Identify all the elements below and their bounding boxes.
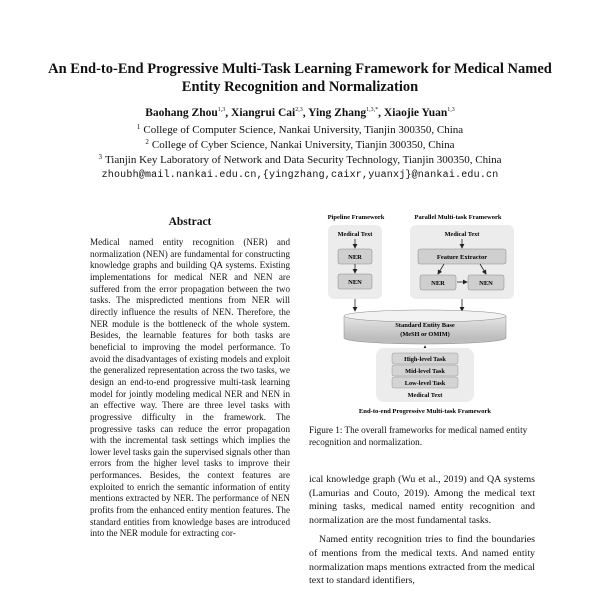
author-affiliation-marker: 2,3	[295, 107, 303, 113]
pipeline-ner-label: NER	[348, 254, 362, 261]
pipeline-medical-text: Medical Text	[337, 231, 373, 238]
abstract-text: Medical named entity recognition (NER) and normalization (NEN) are fundamental for constructing knowledge graphs and building QA systems. Existing implementations for medical NER and NEN are suffered from the error propagation between the two tasks. The mispredicted mentions from NER will directly influence the results of NEN. Therefore, the NER module is the bottleneck of the whole system. Besides, the learnable features for both tasks are beneficial to improving the model performance. To avoid the disadvantages of existing models and exploit the generalized representation across the two tasks, we design an end-to-end progressive multi-task learning model for jointly modeling medical NER and NEN in an effective way. There are three level tasks with progressive difficulty in the framework. The progressive tasks can reduce the error propagation with the incremental task settings which implies the lower level tasks gain the supervised signals other than errors from the higher level tasks to improve their performances. Besides, the context features are exploited to enrich the semantic information of entity mentions extracted by NER. The performance of NEN profits from the enhanced entity mention features. The standard entities from knowledge bases are introduced into the NER module for extracting cor-	[90, 237, 291, 539]
author-affiliation-marker: 1,3,*	[366, 107, 379, 113]
author-emails: zhoubh@mail.nankai.edu.cn,{yingzhang,caixr,yuanxj}@nankai.edu.cn	[101, 170, 499, 181]
pipeline-nen-label: NEN	[348, 279, 362, 286]
progressive-framework-title: End-to-end Progressive Multi-task Framework	[358, 408, 492, 415]
author-affiliation-marker: 1,3	[447, 107, 455, 113]
pipeline-framework-title: Pipeline Framework	[327, 214, 385, 221]
body-paragraph: Named entity recognition tries to find the boundaries of mentions from the medical texts. And named entity normalization maps mentions extracted from the medical text to standard identifiers,	[309, 534, 535, 587]
affiliation-2: $^2$ College of Cyber Science, Nankai University, Tianjin 300350, China	[145, 138, 455, 151]
author-list: Baohang Zhou$^{1,3}$, Xiangrui Cai$^{2,3}$, Ying Zhang$^{1,3,*}$, Xiaojie Yuan$^{1,3}$	[145, 107, 455, 119]
paper-title: An End-to-End Progressive Multi-Task Learning Framework for Medical Named Entity Recognition and Normalization	[48, 61, 552, 95]
kb-sources: (MeSH or OMIM)	[400, 331, 450, 338]
figure-caption: Figure 1: The overall frameworks for medical named entity recognition and normalization.	[309, 425, 528, 447]
feature-extractor-label: Feature Extractor	[436, 254, 488, 261]
parallel-nen-label: NEN	[479, 280, 493, 287]
body-paragraph: ical knowledge graph (Wu et al., 2019) and QA systems (Lamurias and Couto, 2019). Among the medical text mining tasks, medical named entity recognition and normalization are the most fundamental tasks.	[309, 474, 535, 526]
kb-name: Standard Entity Base	[395, 322, 455, 329]
author-name: Xiaojie Yuan	[383, 107, 448, 119]
parallel-framework-title: Parallel Multi-task Framework	[414, 214, 502, 221]
mid-level-task-label: Mid-level Task	[405, 368, 445, 375]
parallel-ner-label: NER	[431, 280, 445, 287]
author-name: Baohang Zhou	[145, 107, 218, 119]
right-column-text	[309, 473, 535, 594]
low-level-task-label: Low-level Task	[404, 380, 446, 387]
affiliation-3: $^3$ Tianjin Key Laboratory of Network and Data Security Technology, Tianjin 300350, China	[98, 153, 502, 166]
parallel-medical-text: Medical Text	[444, 231, 480, 238]
abstract-heading: Abstract	[168, 216, 212, 228]
author-affiliation-marker: 1,3	[217, 107, 226, 113]
progressive-medical-text: Medical Text	[407, 392, 443, 399]
high-level-task-label: High-level Task	[404, 356, 446, 363]
author-name: Xiangrui Cai	[231, 107, 296, 119]
affiliation-1: $^1$ College of Computer Science, Nankai University, Tianjin 300350, China	[136, 123, 464, 136]
framework-figure	[318, 208, 534, 418]
author-name: Ying Zhang	[308, 107, 367, 119]
